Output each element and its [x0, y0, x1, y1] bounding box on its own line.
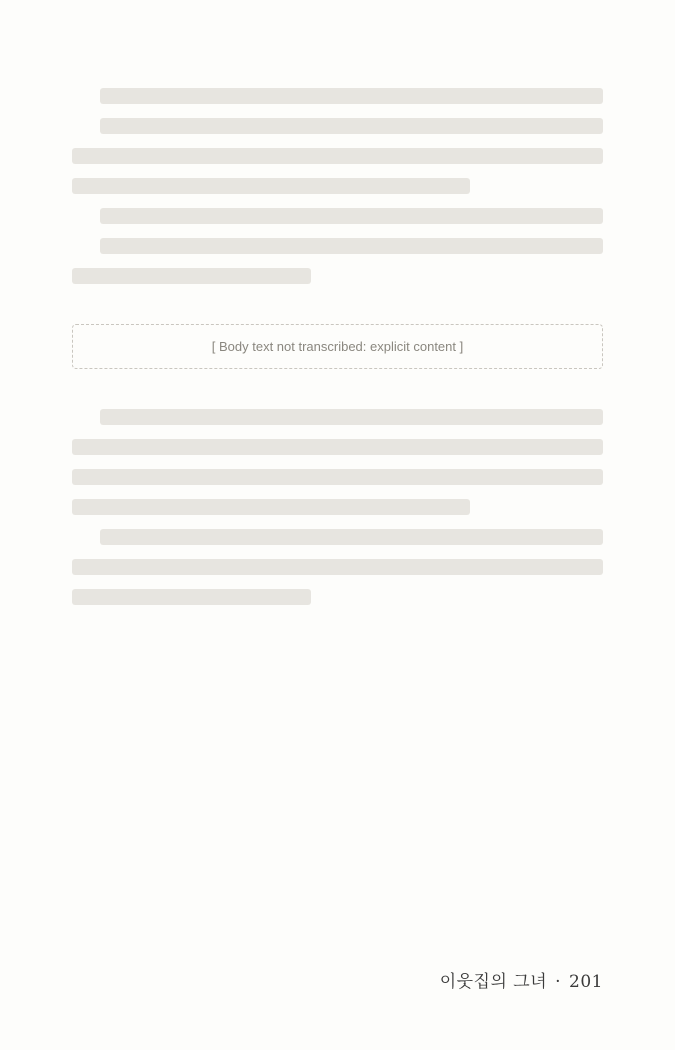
- footer-separator: ·: [555, 972, 562, 992]
- page-footer: [440, 967, 603, 992]
- redacted-text-line: [100, 409, 603, 425]
- book-title: 이웃집의 그녀: [439, 972, 548, 992]
- redacted-text-line: [100, 529, 603, 545]
- redacted-text-line: [100, 88, 603, 104]
- redacted-text-line: [72, 469, 603, 485]
- redacted-text-line: [72, 268, 311, 284]
- page-number: 201: [569, 972, 603, 992]
- redacted-text-line: [72, 559, 603, 575]
- redacted-text-line: [72, 148, 603, 164]
- body-text-area: [72, 88, 603, 605]
- redacted-text-line: [100, 238, 603, 254]
- redacted-text-line: [72, 499, 470, 515]
- redacted-text-line: [72, 439, 603, 455]
- redacted-text-line: [100, 118, 603, 134]
- redacted-text-line: [72, 178, 470, 194]
- redaction-notice: [ Body text not transcribed: explicit content ]: [72, 324, 603, 369]
- redacted-text-line: [72, 589, 311, 605]
- redacted-text-line: [100, 208, 603, 224]
